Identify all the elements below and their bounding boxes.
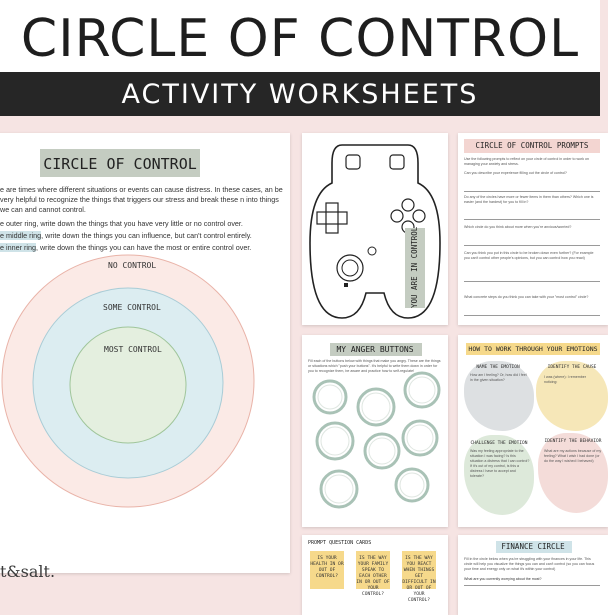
emotion-blob-yellow	[536, 361, 608, 431]
cards-worksheet	[302, 535, 448, 615]
emotions-worksheet	[458, 335, 608, 527]
prompt-answer-line	[464, 245, 600, 246]
prompts-intro: Use the following prompts to reflect on your circle of control in order to work on managing your anxiety and stress.	[464, 157, 590, 166]
instructions-inner-highlight: e inner ring	[0, 243, 36, 252]
anger-buttons	[302, 335, 448, 527]
finance-title: FINANCE CIRCLE	[501, 542, 565, 551]
anger-button-circle	[314, 381, 346, 413]
anger-worksheet	[302, 335, 448, 527]
controller-worksheet	[302, 133, 448, 325]
anger-button-circle	[365, 434, 399, 468]
step-3-text: Was my feeling appropriate to the situation I was facing? Is this situation a distress that I can control? If it's out of my control, is this a distress I have to accept and tolerate?	[470, 449, 530, 478]
anger-button-circle	[317, 423, 353, 459]
anger-button-circle	[358, 389, 394, 425]
question-card: IS YOUR HEALTH IN OR OUT OF CONTROL?	[310, 551, 344, 589]
cards-title: PROMPT QUESTION CARDS	[308, 540, 372, 546]
anger-button-circle	[321, 471, 357, 507]
prompts-worksheet	[458, 133, 608, 325]
question-card: IS THE WAY YOUR FAMILY SPEAK TO EACH OTHER IN OR OUT OF YOUR CONTROL?	[356, 551, 390, 589]
emotion-blob-pink	[538, 433, 608, 513]
prompt-question-1: Can you describe your experience filling out the circle of control?	[464, 171, 567, 175]
step-4-label: IDENTIFY THE BEHAVIOR	[544, 439, 602, 444]
prompt-question-3: Which circle do you think about more when you're anxious/worried?	[464, 225, 572, 229]
prompt-question-2: Do any of the circles have more or fewer items in them than others? Which one is easier (and the hardest) for you to fill in?	[464, 195, 594, 204]
step-2-text: I was (where): I remember noticing:	[544, 375, 586, 384]
emotions-title: HOW TO WORK THROUGH YOUR EMOTIONS	[468, 345, 598, 353]
emotion-blob-grey	[464, 361, 534, 431]
prompt-answer-line	[464, 191, 600, 192]
prompt-question-4: Can you think you put in this circle to be broken down even further? (For example you can't control other people's opinions, but you can control how you react)	[464, 251, 594, 260]
step-1-label: NAME THE EMOTION	[476, 365, 520, 370]
step-3-label: CHALLENGE THE EMOTION	[470, 441, 528, 446]
controller-caption: YOU ARE IN CONTROL	[405, 228, 425, 308]
finance-worksheet	[458, 535, 608, 615]
main-worksheet	[0, 133, 290, 573]
finance-intro: Fill in the circle below when you're struggling with your finances in your life. This circle will help you visualize the things you can and can't control (so you can focus your time and energy only on what it's within your control)	[464, 557, 595, 571]
main-worksheet-title: CIRCLE OF CONTROL	[40, 149, 200, 177]
finance-answer-line	[464, 585, 600, 586]
instructions-inner-rest: , write down the things you can have the most or entire control over.	[35, 243, 252, 252]
page-title: CIRCLE OF CONTROL	[0, 0, 600, 72]
anger-button-circle	[405, 373, 439, 407]
anger-button-circle	[403, 421, 437, 455]
instructions-middle-rest: , write down the things you can influence, but can't control entirely.	[41, 231, 252, 240]
step-2-label: IDENTIFY THE CAUSE	[547, 365, 597, 370]
middle-ring-label: SOME CONTROL	[103, 303, 161, 312]
anger-title: MY ANGER BUTTONS	[336, 345, 414, 354]
anger-intro: Fill each of the buttons below with things that make you angry. These are the things or situations which "push your buttons". It's helpful to write them down in order for you to recognize them, be aware and practice how to self-regulate!	[308, 359, 441, 373]
step-1-text: How am I feeling? Or, how did I feel in the given situation?	[470, 373, 527, 382]
instructions-middle-highlight: e middle ring	[0, 231, 42, 240]
instructions-intro: e are times where different situations or events can cause distress. In these cases, an be very helpful to recognize the things that triggers our stress and break these n into things we can and cannot control.	[0, 185, 283, 214]
finance-question: What are you currently worrying about the most?	[464, 577, 542, 581]
step-4-text: What are my actions because of my feeling? What I wish I had done (or do the way I wished I behaved)	[544, 449, 602, 463]
prompt-answer-line	[464, 281, 600, 282]
question-card: IS THE WAY YOU REACT WHEN THINGS GET DIFFICULT IN OR OUT OF YOUR CONTROL?	[402, 551, 436, 589]
prompt-answer-line	[464, 219, 600, 220]
brand-logo: t&salt.	[0, 562, 56, 581]
prompt-answer-line	[464, 315, 600, 316]
instructions-outer: e outer ring, write down the things that you have very little or no control over.	[0, 219, 243, 228]
page-subtitle-band: ACTIVITY WORKSHEETS	[0, 72, 600, 116]
prompt-question-5: What concrete steps do you think you can take with your "most control" circle?	[464, 295, 589, 299]
anger-button-circle	[396, 469, 428, 501]
prompts-title: CIRCLE OF CONTROL PROMPTS	[464, 139, 600, 153]
gamepad-icon	[302, 133, 448, 325]
inner-ring-label: MOST CONTROL	[104, 345, 162, 354]
outer-ring-label: NO CONTROL	[108, 261, 157, 270]
